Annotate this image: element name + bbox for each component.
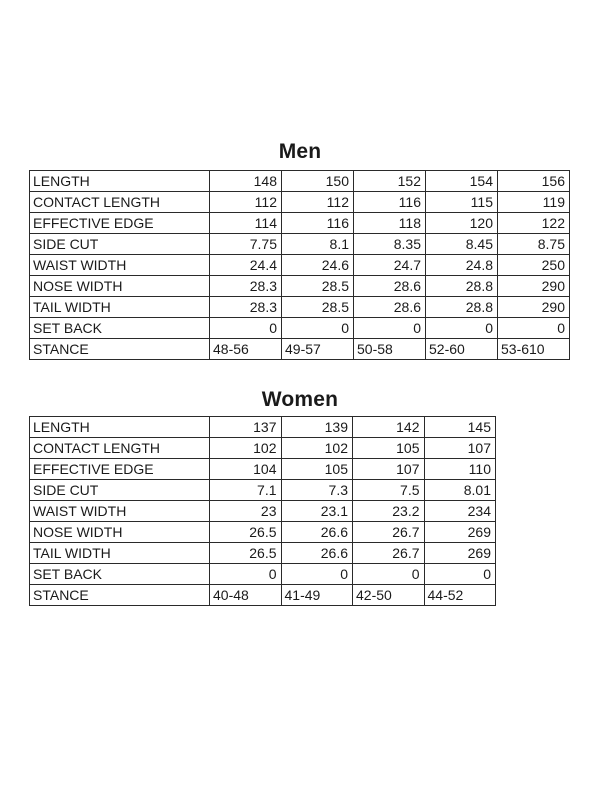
table-cell: 8.01 bbox=[424, 480, 496, 501]
table-cell: 250 bbox=[498, 255, 570, 276]
men-section-title: Men bbox=[278, 140, 322, 163]
table-row bbox=[30, 564, 496, 585]
table-cell: 104 bbox=[210, 459, 282, 480]
table-cell: 7.3 bbox=[281, 480, 353, 501]
table-cell: 120 bbox=[426, 213, 498, 234]
table-cell: 24.4 bbox=[210, 255, 282, 276]
row-label: SIDE CUT bbox=[30, 480, 210, 501]
row-label: STANCE bbox=[30, 585, 210, 606]
table-row bbox=[30, 585, 496, 606]
table-cell: 24.8 bbox=[426, 255, 498, 276]
table-cell: 152 bbox=[354, 171, 426, 192]
row-label: EFFECTIVE EDGE bbox=[30, 213, 210, 234]
row-label: CONTACT LENGTH bbox=[30, 438, 210, 459]
table-cell: 23.2 bbox=[353, 501, 425, 522]
row-label: TAIL WIDTH bbox=[30, 297, 210, 318]
row-label: NOSE WIDTH bbox=[30, 522, 210, 543]
table-row bbox=[30, 522, 496, 543]
table-cell: 150 bbox=[282, 171, 354, 192]
table-row bbox=[30, 318, 570, 339]
table-cell: 269 bbox=[424, 522, 496, 543]
table-cell: 28.6 bbox=[354, 297, 426, 318]
table-cell: 28.5 bbox=[282, 297, 354, 318]
men-spec-table bbox=[29, 170, 570, 360]
table-row bbox=[30, 438, 496, 459]
table-cell: 0 bbox=[424, 564, 496, 585]
table-cell: 0 bbox=[353, 564, 425, 585]
row-label: NOSE WIDTH bbox=[30, 276, 210, 297]
table-cell: 49-57 bbox=[282, 339, 354, 360]
table-cell: 0 bbox=[498, 318, 570, 339]
table-row bbox=[30, 480, 496, 501]
table-row bbox=[30, 297, 570, 318]
table-cell: 0 bbox=[354, 318, 426, 339]
row-label: SET BACK bbox=[30, 564, 210, 585]
table-cell: 154 bbox=[426, 171, 498, 192]
table-cell: 114 bbox=[210, 213, 282, 234]
table-cell: 0 bbox=[210, 564, 282, 585]
table-cell: 102 bbox=[281, 438, 353, 459]
table-cell: 115 bbox=[426, 192, 498, 213]
table-row bbox=[30, 501, 496, 522]
table-cell: 48-56 bbox=[210, 339, 282, 360]
row-label: EFFECTIVE EDGE bbox=[30, 459, 210, 480]
table-cell: 0 bbox=[282, 318, 354, 339]
table-cell: 7.75 bbox=[210, 234, 282, 255]
table-cell: 44-52 bbox=[424, 585, 496, 606]
table-row bbox=[30, 339, 570, 360]
table-cell: 118 bbox=[354, 213, 426, 234]
table-cell: 28.8 bbox=[426, 297, 498, 318]
table-row bbox=[30, 276, 570, 297]
table-cell: 7.5 bbox=[353, 480, 425, 501]
table-cell: 23.1 bbox=[281, 501, 353, 522]
row-label: WAIST WIDTH bbox=[30, 501, 210, 522]
table-cell: 41-49 bbox=[281, 585, 353, 606]
table-cell: 8.75 bbox=[498, 234, 570, 255]
table-cell: 105 bbox=[281, 459, 353, 480]
row-label: LENGTH bbox=[30, 417, 210, 438]
table-cell: 107 bbox=[424, 438, 496, 459]
women-section-title: Women bbox=[261, 388, 339, 411]
row-label: SIDE CUT bbox=[30, 234, 210, 255]
table-cell: 122 bbox=[498, 213, 570, 234]
table-row bbox=[30, 417, 496, 438]
table-cell: 290 bbox=[498, 297, 570, 318]
table-cell: 269 bbox=[424, 543, 496, 564]
table-row bbox=[30, 459, 496, 480]
table-cell: 28.8 bbox=[426, 276, 498, 297]
table-cell: 7.1 bbox=[210, 480, 282, 501]
table-cell: 0 bbox=[210, 318, 282, 339]
table-cell: 137 bbox=[210, 417, 282, 438]
table-cell: 110 bbox=[424, 459, 496, 480]
table-cell: 0 bbox=[426, 318, 498, 339]
table-cell: 52-60 bbox=[426, 339, 498, 360]
table-cell: 148 bbox=[210, 171, 282, 192]
table-cell: 8.35 bbox=[354, 234, 426, 255]
table-cell: 28.3 bbox=[210, 276, 282, 297]
row-label: TAIL WIDTH bbox=[30, 543, 210, 564]
table-row bbox=[30, 543, 496, 564]
table-cell: 28.5 bbox=[282, 276, 354, 297]
table-cell: 26.7 bbox=[353, 522, 425, 543]
table-cell: 102 bbox=[210, 438, 282, 459]
table-cell: 116 bbox=[282, 213, 354, 234]
table-cell: 28.6 bbox=[354, 276, 426, 297]
table-cell: 156 bbox=[498, 171, 570, 192]
table-cell: 8.1 bbox=[282, 234, 354, 255]
table-cell: 28.3 bbox=[210, 297, 282, 318]
table-cell: 0 bbox=[281, 564, 353, 585]
row-label: CONTACT LENGTH bbox=[30, 192, 210, 213]
row-label: WAIST WIDTH bbox=[30, 255, 210, 276]
table-cell: 50-58 bbox=[354, 339, 426, 360]
table-cell: 112 bbox=[282, 192, 354, 213]
women-spec-table bbox=[29, 416, 496, 606]
table-cell: 40-48 bbox=[210, 585, 282, 606]
table-row bbox=[30, 234, 570, 255]
table-row bbox=[30, 171, 570, 192]
table-cell: 23 bbox=[210, 501, 282, 522]
table-cell: 26.6 bbox=[281, 522, 353, 543]
table-cell: 105 bbox=[353, 438, 425, 459]
table-cell: 26.6 bbox=[281, 543, 353, 564]
table-cell: 290 bbox=[498, 276, 570, 297]
table-cell: 139 bbox=[281, 417, 353, 438]
table-cell: 145 bbox=[424, 417, 496, 438]
table-row bbox=[30, 255, 570, 276]
table-cell: 234 bbox=[424, 501, 496, 522]
table-cell: 24.7 bbox=[354, 255, 426, 276]
table-cell: 53-610 bbox=[498, 339, 570, 360]
table-cell: 116 bbox=[354, 192, 426, 213]
table-cell: 119 bbox=[498, 192, 570, 213]
row-label: SET BACK bbox=[30, 318, 210, 339]
table-row bbox=[30, 192, 570, 213]
table-cell: 8.45 bbox=[426, 234, 498, 255]
table-cell: 26.5 bbox=[210, 543, 282, 564]
table-cell: 24.6 bbox=[282, 255, 354, 276]
row-label: STANCE bbox=[30, 339, 210, 360]
table-cell: 112 bbox=[210, 192, 282, 213]
table-cell: 26.7 bbox=[353, 543, 425, 564]
row-label: LENGTH bbox=[30, 171, 210, 192]
table-cell: 42-50 bbox=[353, 585, 425, 606]
table-row bbox=[30, 213, 570, 234]
table-cell: 142 bbox=[353, 417, 425, 438]
table-cell: 107 bbox=[353, 459, 425, 480]
table-cell: 26.5 bbox=[210, 522, 282, 543]
